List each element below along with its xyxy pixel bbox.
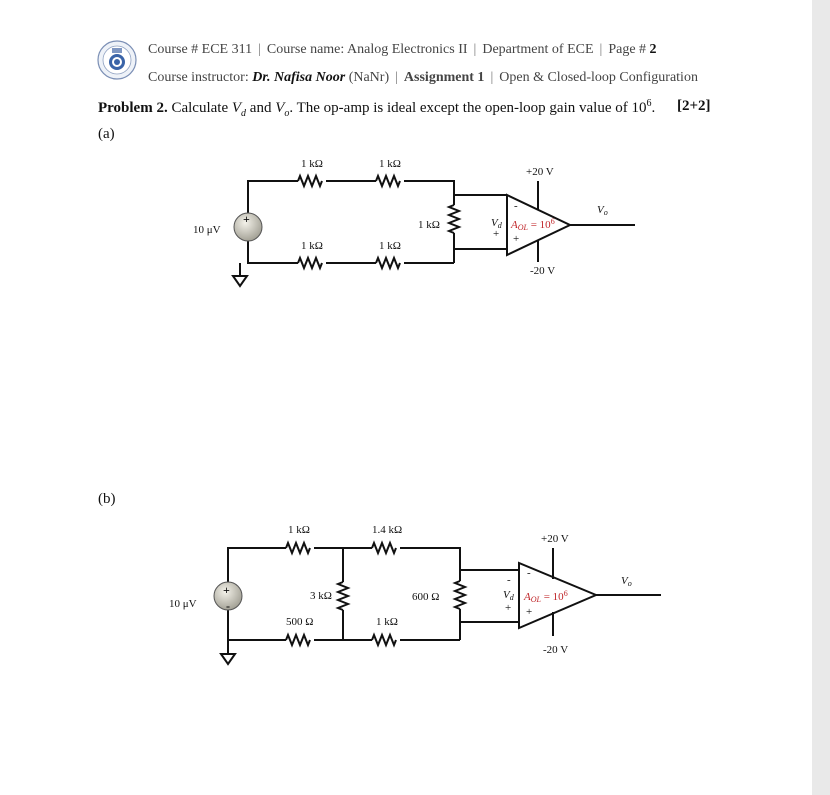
ground-b-icon — [221, 640, 235, 664]
vplus-b-label: +20 V — [541, 533, 569, 545]
assignment-topic: Open & Closed-loop Configuration — [499, 70, 698, 85]
vminus-a-label: -20 V — [530, 265, 556, 277]
right-scrollbar[interactable] — [812, 0, 830, 795]
vminus-b-label: -20 V — [543, 644, 569, 656]
instructor-abbrev: (NaNr) — [345, 70, 390, 85]
vo-a-label: Vo — [597, 204, 608, 217]
course-name: Course name: Analog Electronics II — [266, 42, 468, 57]
header-line-1: Course # ECE 311 | Course name: Analog Electronics II | Department of ECE | Page # 2 — [148, 42, 657, 57]
department: Department of ECE — [482, 42, 594, 57]
page-number: 2 — [649, 42, 657, 57]
opamp-a-minus: - — [514, 200, 518, 212]
problem-label: Problem 2. — [98, 100, 168, 116]
vd-b-plus: + — [505, 602, 512, 614]
r-a-bot1-label: 1 kΩ — [301, 240, 323, 252]
problem-marks: [2+2] — [677, 98, 711, 114]
r-a-top2-label: 1 kΩ — [379, 158, 401, 170]
resistor-b-bot1 — [286, 635, 310, 645]
vplus-a-label: +20 V — [526, 166, 554, 178]
r-a-top1-label: 1 kΩ — [301, 158, 323, 170]
header-line-2: Course instructor: Dr. Nafisa Noor (NaNr) | Assignment 1 | Open & Closed-loop Configuration — [148, 70, 698, 85]
opamp-a-plus: + — [513, 233, 520, 245]
resistor-b-top2 — [372, 543, 396, 553]
vd-b-minus: - — [507, 574, 511, 586]
circuit-b-top-wire — [228, 548, 286, 582]
r-b-right-label: 600 Ω — [412, 591, 440, 603]
instructor-label: Course instructor: — [148, 70, 253, 85]
opamp-b-minus: - — [527, 567, 531, 579]
page-label: Page # — [608, 42, 650, 57]
source-a-value: 10 μV — [193, 224, 221, 236]
vd-a-plus: + — [493, 228, 500, 240]
circuit-b-bottom-wire — [228, 610, 286, 640]
problem-statement: Problem 2. Calculate $V_d$ and $V_o$. The op-amp is ideal except the open-loop gain value of $10^6$. — [98, 98, 656, 119]
r-a-shunt-label: 1 kΩ — [418, 219, 440, 231]
r-b-top2-label: 1.4 kΩ — [372, 524, 403, 536]
source-a-plus: + — [243, 212, 250, 226]
resistor-b-right — [455, 581, 465, 609]
gain-b-label: AOL = $10^6$ — [524, 589, 568, 604]
source-b-value: 10 μV — [169, 598, 197, 610]
opamp-b-plus: + — [526, 606, 533, 618]
vo-b-label: Vo — [621, 575, 632, 588]
gain-a-label: AOL = $10^6$ — [511, 217, 555, 232]
r-b-bot1-label: 500 Ω — [286, 616, 314, 628]
vd-b-label: Vd — [503, 589, 514, 602]
source-b-plus: + — [223, 583, 230, 597]
part-b-label: (b) — [98, 491, 116, 507]
resistor-b-mid — [338, 582, 348, 610]
vd-a-label: Vd — [491, 217, 502, 230]
resistor-b-bot2 — [372, 635, 396, 645]
resistor-b-top1 — [286, 543, 310, 553]
assignment-label: Assignment 1 — [403, 70, 485, 85]
source-b-minus: - — [226, 599, 230, 613]
part-a-label: (a) — [98, 126, 115, 142]
r-a-bot2-label: 1 kΩ — [379, 240, 401, 252]
r-b-top1-label: 1 kΩ — [288, 524, 310, 536]
course-number: Course # ECE 311 — [148, 42, 253, 57]
r-b-bot2-label: 1 kΩ — [376, 616, 398, 628]
instructor-name: Dr. Nafisa Noor — [252, 70, 346, 85]
r-b-mid-label: 3 kΩ — [310, 590, 332, 602]
